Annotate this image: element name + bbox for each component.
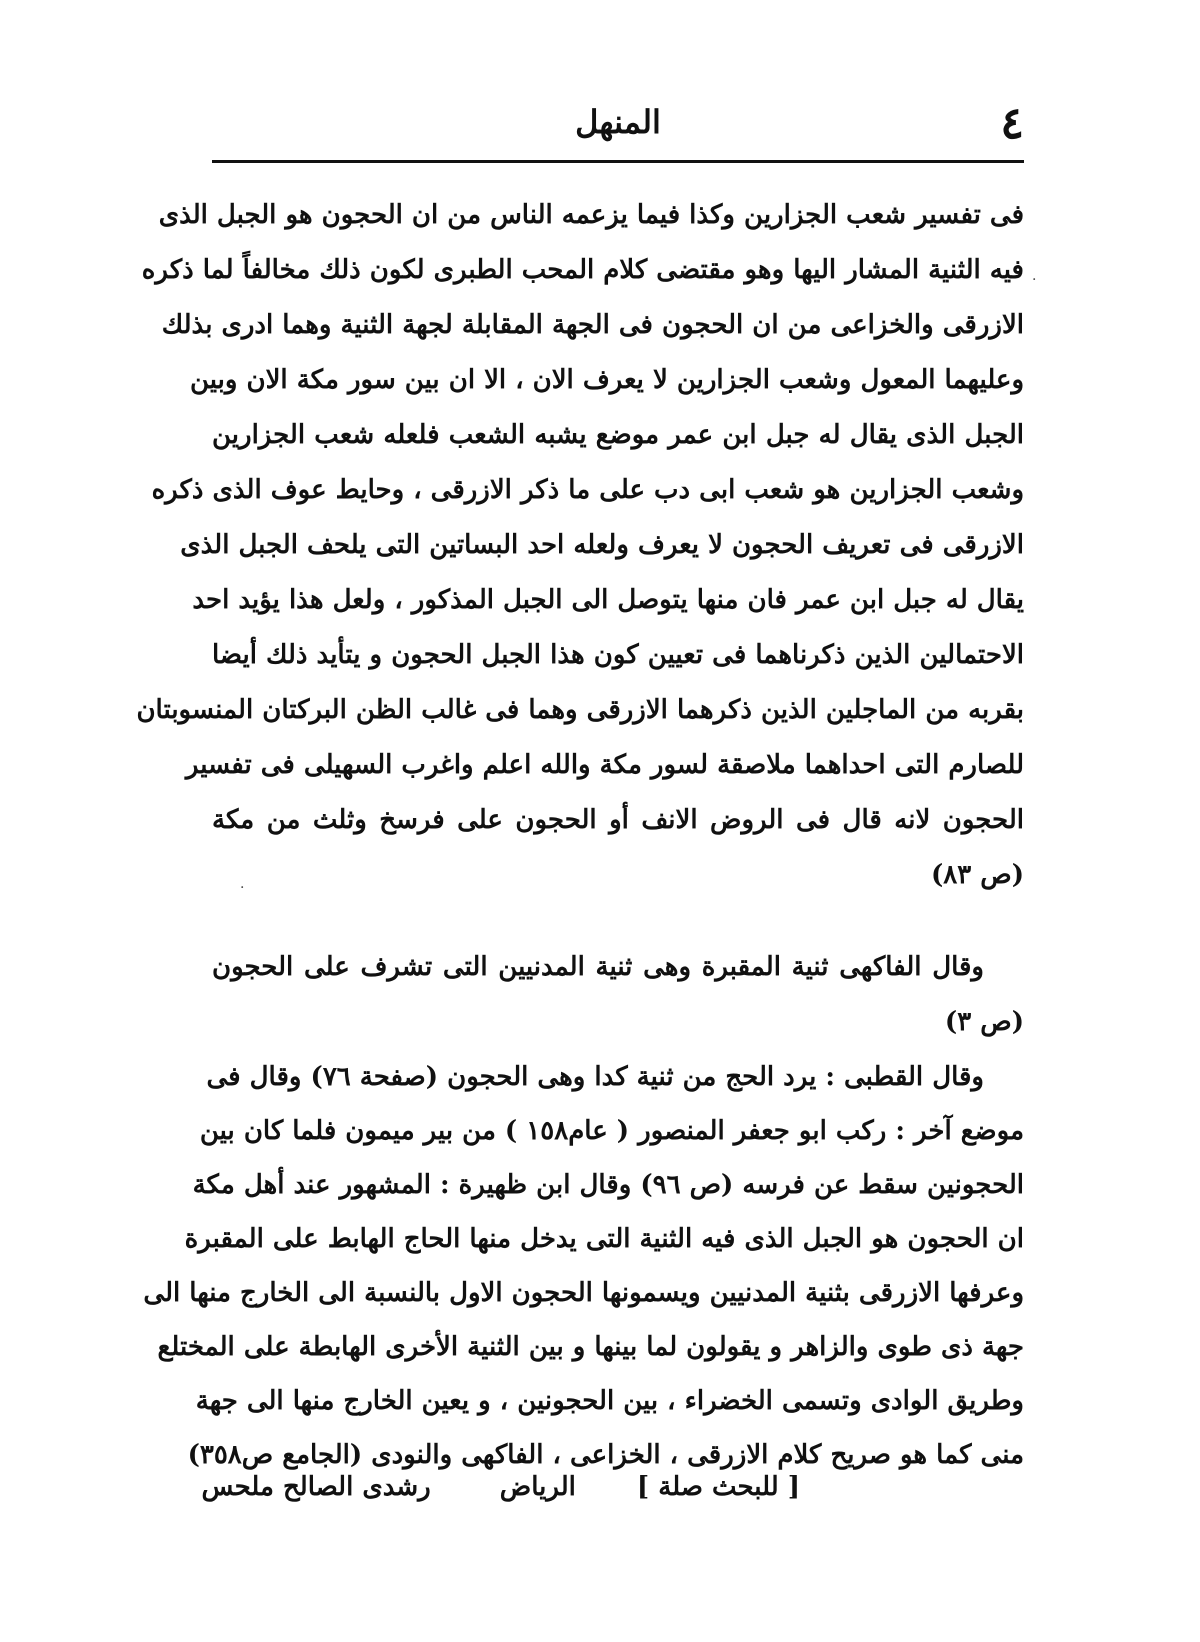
text-line: فيه الثنية المشار اليها وهو مقتضى كلام المحب الطبرى لكون ذلك مخالفاً لما ذكره xyxy=(141,255,1024,285)
header-rule xyxy=(212,160,1024,163)
text-line: منى كما هو صريح كلام الازرقى ، الخزاعى ، الفاكهى والنودى (الجامع ص٣٥٨) xyxy=(187,1440,1024,1470)
text-line: جهة ذى طوى والزاهر و يقولون لما بينها و بين الثنية الأخرى الهابطة على المختلع xyxy=(157,1332,1024,1362)
paragraph-1 xyxy=(136,188,1024,903)
text-line: موضع آخر : ركب ابو جعفر المنصور ( عام١٥٨ ) من بير ميمون فلما كان بين xyxy=(199,1116,1024,1146)
text-line: للصارم التى احداهما ملاصقة لسور مكة والله اعلم واغرب السهيلى فى تفسير xyxy=(185,750,1024,780)
text-line: وعرفها الازرقى بثنية المدنيين ويسمونها الحجون الاول بالنسبة الى الخارج منها الى xyxy=(143,1278,1024,1308)
text-line: فى تفسير شعب الجزارين وكذا فيما يزعمه الناس من ان الحجون هو الجبل الذى xyxy=(158,200,1024,230)
footer-city: الرياض xyxy=(499,1472,576,1502)
text-line: يقال له جبل ابن عمر فان منها يتوصل الى الجبل المذكور ، ولعل هذا يؤيد احد xyxy=(192,585,1024,615)
print-speck: · xyxy=(1032,272,1037,288)
paragraph-2 xyxy=(212,940,1024,1050)
paragraph-3 xyxy=(143,1050,1024,1482)
running-title: المنهل xyxy=(575,103,661,141)
page-number: ٤ xyxy=(1000,98,1024,149)
author-signature: رشدى الصالح ملحس xyxy=(201,1472,431,1502)
continuation-note: [ للبحث صلة ] xyxy=(636,1472,800,1502)
text-line: وقال الفاكهى ثنية المقبرة وهى ثنية المدنيين التى تشرف على الحجون xyxy=(212,952,984,982)
text-line: وطريق الوادى وتسمى الخضراء ، بين الحجونين ، و يعين الخارج منها الى جهة xyxy=(195,1386,1024,1416)
print-speck: · xyxy=(240,880,245,896)
page-header xyxy=(212,98,1024,158)
citation-line: (ص ٣) xyxy=(944,1007,1024,1037)
citation-line: (ص ٨٣) xyxy=(930,860,1024,890)
text-line: وقال القطبى : يرد الحج من ثنية كدا وهى الحجون (صفحة ٧٦) وقال فى xyxy=(206,1062,984,1092)
text-line: الاحتمالين الذين ذكرناهما فى تعيين كون هذا الجبل الحجون و يتأيد ذلك أيضا xyxy=(212,640,1024,670)
text-line: الازرقى فى تعريف الحجون لا يعرف ولعله احد البساتين التى يلحف الجبل الذى xyxy=(180,530,1024,560)
text-line: ان الحجون هو الجبل الذى فيه الثنية التى يدخل منها الحاج الهابط على المقبرة xyxy=(184,1224,1024,1254)
text-line: الازرقى والخزاعى من ان الحجون فى الجهة المقابلة لجهة الثنية وهما ادرى بذلك xyxy=(161,310,1024,340)
text-line: وشعب الجزارين هو شعب ابى دب على ما ذكر الازرقى ، وحايط عوف الذى ذكره xyxy=(151,475,1024,505)
text-line: وعليهما المعول وشعب الجزارين لا يعرف الان ، الا ان بين سور مكة الان وبين xyxy=(190,365,1024,395)
text-line: الحجون لانه قال فى الروض الانف أو الحجون على فرسخ وثلث من مكة xyxy=(212,805,1024,835)
text-line: الجبل الذى يقال له جبل ابن عمر موضع يشبه الشعب فلعله شعب الجزارين xyxy=(212,420,1024,450)
page-footer xyxy=(201,1462,800,1512)
text-line: بقربه من الماجلين الذين ذكرهما الازرقى وهما فى غالب الظن البركتان المنسوبتان xyxy=(136,695,1024,725)
text-line: الحجونين سقط عن فرسه (ص ٩٦) وقال ابن ظهيرة : المشهور عند أهل مكة xyxy=(192,1170,1024,1200)
